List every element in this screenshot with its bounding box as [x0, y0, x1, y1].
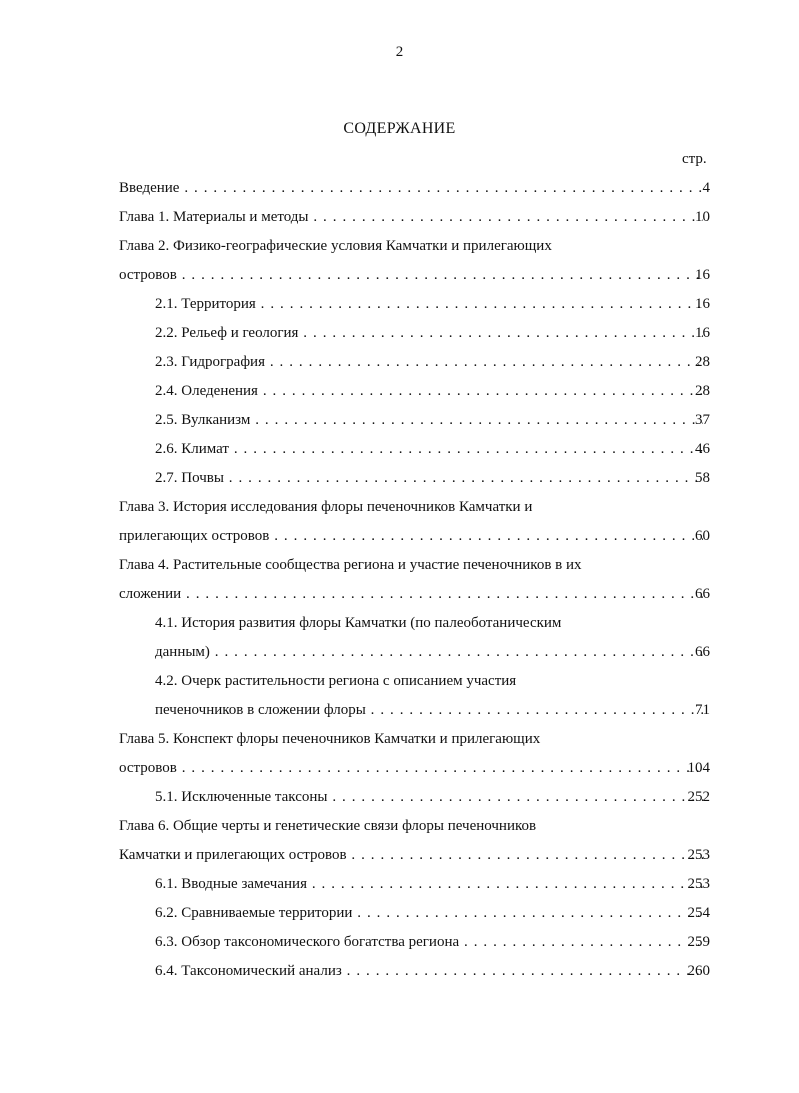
toc-entry-text: Глава 3. История исследования флоры печеночников Камчатки и	[119, 499, 533, 515]
toc-entry	[0, 232, 799, 261]
toc-entry-text: 4.2. Очерк растительности региона с описанием участия	[155, 673, 517, 689]
toc-entry-page: 58	[695, 470, 710, 486]
toc-entry-page: 104	[687, 760, 710, 776]
toc-entry	[0, 899, 799, 928]
toc-entry-page: 253	[687, 876, 710, 892]
toc-entry-page: 254	[687, 905, 710, 921]
page-column-header: стр.	[682, 151, 707, 167]
toc-entry	[0, 870, 799, 899]
toc-entry	[0, 435, 799, 464]
toc-entry-text: 5.1. Исключенные таксоны . . .	[155, 783, 703, 812]
toc-entry-page: 10	[695, 209, 710, 225]
toc-entry-text: 6.4. Таксономический анализ . . .	[155, 957, 703, 986]
toc-entry-text: 2.6. Климат . . .	[155, 435, 703, 464]
toc-entry-page: 16	[695, 296, 710, 312]
toc-entry-page: 66	[695, 586, 710, 602]
toc-entry-text: 2.5. Вулканизм . . .	[155, 406, 703, 435]
toc-entry-text: Камчатки и прилегающих островов . . .	[119, 841, 703, 870]
toc-entry-text: данным) . . .	[155, 638, 703, 667]
toc-entry	[0, 841, 799, 870]
toc-entry-page: 37	[695, 412, 710, 428]
toc-entry-text: прилегающих островов . . .	[119, 522, 703, 551]
toc-entry-text: островов . . .	[119, 261, 703, 290]
toc-entry	[0, 493, 799, 522]
toc-entry-page: 71	[695, 702, 710, 718]
toc-entry	[0, 406, 799, 435]
toc-entry	[0, 609, 799, 638]
toc-entry-page: 28	[695, 354, 710, 370]
toc-entry-page: 60	[695, 528, 710, 544]
toc-entry	[0, 725, 799, 754]
toc-entry-page: 66	[695, 644, 710, 660]
toc-entry-page: 16	[695, 267, 710, 283]
page-title: СОДЕРЖАНИЕ	[343, 120, 456, 137]
toc-entry-page: 46	[695, 441, 710, 457]
toc-entry-text: островов . . .	[119, 754, 703, 783]
toc-entry	[0, 667, 799, 696]
table-of-contents	[0, 174, 799, 986]
toc-entry	[0, 290, 799, 319]
toc-entry-text: Глава 4. Растительные сообщества региона и участие печеночников в их	[119, 557, 582, 573]
toc-entry-text: 2.3. Гидрография . . .	[155, 348, 703, 377]
toc-entry-page: 28	[695, 383, 710, 399]
toc-entry-text: Глава 2. Физико-географические условия Камчатки и прилегающих	[119, 238, 552, 254]
toc-entry-text: сложении . . .	[119, 580, 703, 609]
toc-entry	[0, 261, 799, 290]
toc-entry-text: 2.1. Территория . . .	[155, 290, 703, 319]
toc-entry-page: 252	[687, 789, 710, 805]
toc-entry-page: 16	[695, 325, 710, 341]
page-number: 2	[395, 44, 404, 60]
toc-entry-text: печеночников в сложении флоры . . .	[155, 696, 703, 725]
toc-entry-text: Глава 1. Материалы и методы . . .	[119, 203, 703, 232]
toc-entry-text: Глава 6. Общие черты и генетические связи флоры печеночников	[119, 818, 537, 834]
toc-entry-page: 4	[702, 180, 710, 196]
toc-entry	[0, 754, 799, 783]
toc-entry	[0, 638, 799, 667]
toc-entry-text: 6.1. Вводные замечания . . .	[155, 870, 703, 899]
toc-entry-text: Введение . . .	[119, 174, 703, 203]
toc-entry	[0, 203, 799, 232]
toc-entry-text: 2.2. Рельеф и геология . . .	[155, 319, 703, 348]
toc-entry	[0, 957, 799, 986]
toc-entry	[0, 551, 799, 580]
toc-entry	[0, 464, 799, 493]
toc-entry-text: Глава 5. Конспект флоры печеночников Камчатки и прилегающих	[119, 731, 541, 747]
toc-entry-text: 2.4. Оледенения . . .	[155, 377, 703, 406]
toc-entry	[0, 174, 799, 203]
toc-entry-page: 253	[687, 847, 710, 863]
toc-entry-page: 259	[687, 934, 710, 950]
toc-entry	[0, 783, 799, 812]
toc-entry-text: 6.2. Сравниваемые территории . . .	[155, 899, 703, 928]
toc-entry-text: 2.7. Почвы . . .	[155, 464, 703, 493]
toc-entry	[0, 348, 799, 377]
toc-entry	[0, 377, 799, 406]
toc-entry	[0, 812, 799, 841]
toc-entry-text: 4.1. История развития флоры Камчатки (по палеоботаническим	[155, 615, 562, 631]
toc-entry-text: 6.3. Обзор таксономического богатства региона . . .	[155, 928, 703, 957]
toc-entry-page: 260	[687, 963, 710, 979]
toc-entry	[0, 696, 799, 725]
toc-entry	[0, 319, 799, 348]
toc-entry	[0, 928, 799, 957]
toc-entry	[0, 522, 799, 551]
toc-entry	[0, 580, 799, 609]
